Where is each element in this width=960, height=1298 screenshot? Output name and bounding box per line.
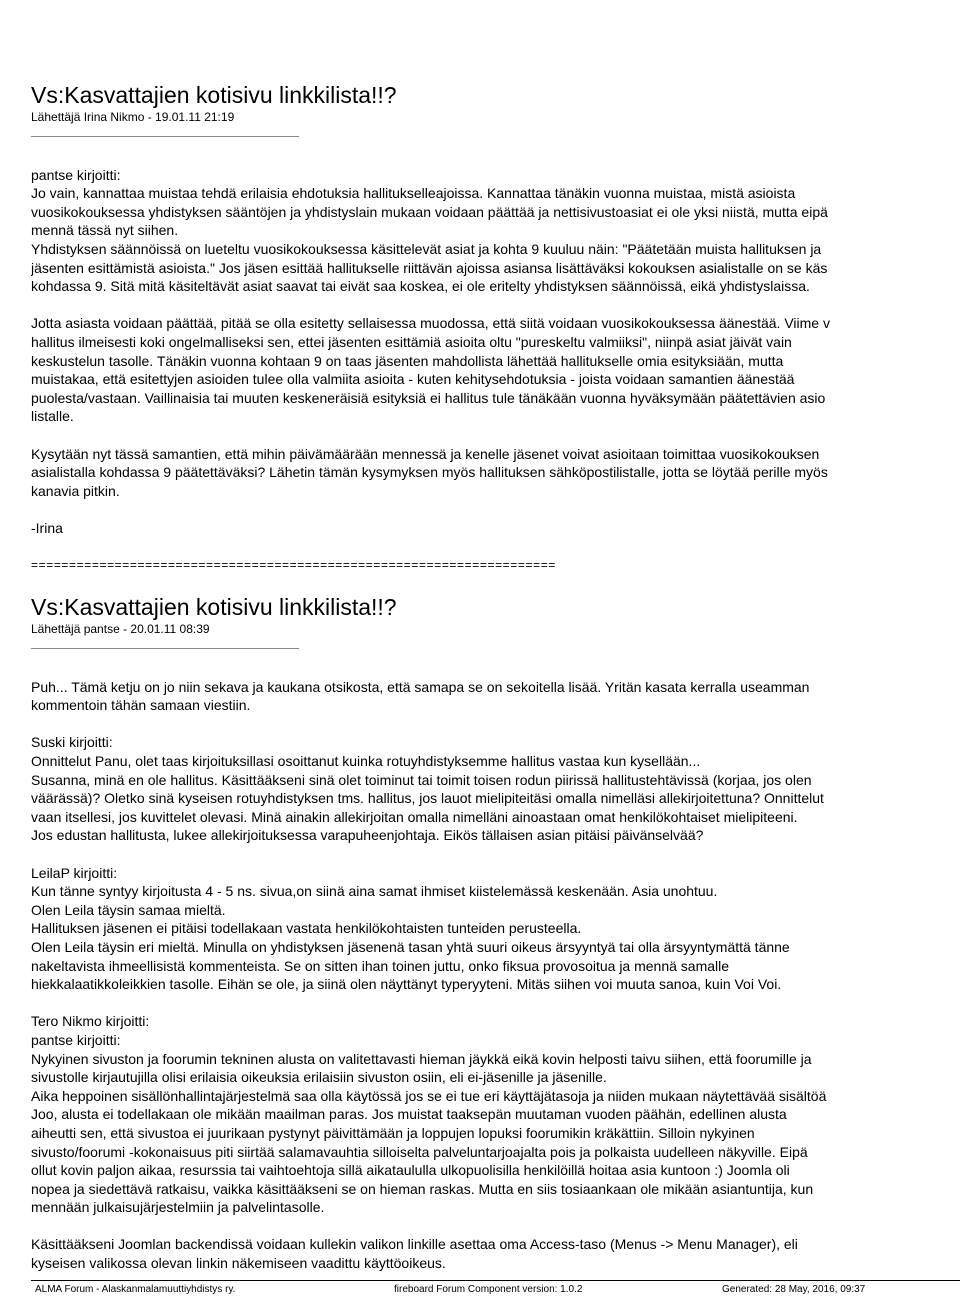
text-line: sivustolle kirjautujilla olisi erilaisia oikeuksia erilaisiin sivuston osiin, eli ei-jäsenille ja jäsenille. [31, 1069, 607, 1086]
text-line: kanavia pitkin. [31, 482, 120, 499]
post-body [31, 659, 960, 1273]
blank-line [31, 994, 960, 1013]
text-line: Olen Leila täysin eri mieltä. Minulla on yhdistyksen jäsenenä tasan yhtä suuri oikeus ärsyyntyä tai olla ärsyyntymättä tänne [31, 938, 790, 955]
text-line: Hallituksen jäsenen ei pitäisi todellakaan vastata henkilökohtaisten tunteiden perusteella. [31, 920, 582, 937]
post-2 [31, 594, 960, 1273]
post-title: Vs:Kasvattajien kotisivu linkkilista!!? [31, 594, 397, 621]
forum-print-page [31, 82, 960, 1273]
text-line: puolesta/vastaan. Vaillinaisia tai muuten keskeneräisiä esityksiä ei hallitus tule tänäkään vuonna hyväksymään päätettävien asio [31, 389, 826, 406]
footer-site-name: ALMA Forum - Alaskanmalamuuttiyhdistys ry. [35, 1284, 236, 1295]
text-line: Kun tänne syntyy kirjoitusta 4 - 5 ns. sivua,on siinä aina samat ihmiset kiistelemässä keskenään. Asia unohtuu. [31, 883, 718, 900]
text-line: sivusto/foorumi -kokonaisuus piti siirtää salamavauhtia silloiselta palveluntarjoajalta pois ja polkaista uudelleen näkyville. Eipä [31, 1143, 808, 1160]
blank-line [31, 659, 960, 678]
text-line: muistakaa, että esitettyjen asioiden tulee olla valmiita asioita - kuten kehitysehdotuksia - joista voidaan samantien äänestää [31, 371, 795, 388]
text-line: Puh... Tämä ketju on jo niin sekava ja kaukana otsikosta, että samapa se on sekoitella lisää. Yritän kasata kerralla useamman [31, 678, 810, 695]
text-line: kohdassa 9. Sitä mitä käsiteltävät asiat saavat tai eivät saa koskea, ei ole eritelty yhdistyksen säännöissä, eikä yhdistyslaissa. [31, 278, 810, 295]
text-line: nopea ja siedettävä ratkaisu, vaikka käsittääkseni se on hieman raskas. Mutta en siis tosiaankaan ole mikään asiantuntija, kun [31, 1180, 814, 1197]
text-line: listalle. [31, 408, 74, 425]
blank-line [31, 147, 960, 166]
blank-line [31, 845, 960, 864]
text-line: Joo, alusta ei todellakaan ole mikään maailman paras. Jos muistat taaksepän muutaman vuoden päähän, edellinen alusta [31, 1106, 787, 1123]
post-1 [31, 82, 960, 556]
text-line: aiheutti sen, että sivustoa ei juurikaan pystynyt päivittämään ja loppujen lopuksi foorumikin kräkättiin. Silloin nykyinen [31, 1124, 755, 1141]
text-line: Aika heppoinen sisällönhallintajärjestelmä saa olla käytössä jos se ei tue eri käyttäjätasoja ja niiden mukaan näytettävää sisältöä [31, 1087, 827, 1104]
post-byline: Lähettäjä pantse - 20.01.11 08:39 [31, 622, 210, 637]
post-separator: ===================================================================== [31, 558, 556, 573]
text-line: Jo vain, kannattaa muistaa tehdä erilaisia ehdotuksia hallitukselleajoissa. Kannattaa tänäkin vuonna muistaa, mistä asioista [31, 185, 796, 202]
text-line: kommentoin tähän samaan viestiin. [31, 697, 251, 714]
post-byline: Lähettäjä Irina Nikmo - 19.01.11 21:19 [31, 110, 235, 124]
text-line: väärässä)? Oletko sinä kyseisen rotuyhdistyksen tms. hallitus, jos lauot mielipiteitäsi omalla nimelläsi allekirjoitettuna? Onnittelut [31, 790, 824, 807]
footer-generated-date: Generated: 28 May, 2016, 09:37 [722, 1284, 866, 1295]
text-line: Tero Nikmo kirjoitti: [31, 1013, 150, 1030]
byline-divider [31, 136, 299, 137]
text-line: Susanna, minä en ole hallitus. Käsittääkseni sinä olet toiminut tai toimit toisen rodun piirissä hallitustehtävissä (korjaa, jos olen [31, 771, 812, 788]
text-line: keskustelun tasolle. Tänäkin vuonna kohtaan 9 on taas jäsenten mahdollista lähettää hallitukselle omia esityksiään, mutta [31, 352, 784, 369]
text-line: hallitus ilmeisesti koki ongelmalliseksi sen, ettei jäsenten esittämiä asioita oltu "pureskeltu valmiiksi", niinpä asiat jäivät vain [31, 333, 792, 350]
blank-line [31, 426, 960, 445]
text-line: jäsenten esittämistä asioista." Jos jäsen esittää hallitukselle riittävän ajoissa asiansa lisättäväksi kokouksen asialistalle on se käs [31, 259, 828, 276]
text-line: Jotta asiasta voidaan päättää, pitää se olla esitetty sellaisessa muodossa, että siitä voidaan vuosikokouksessa äänestää. Viime v [31, 315, 830, 332]
text-line: Nykyinen sivuston ja foorumin tekninen alusta on valitettavasti hieman jäykkä eikä kovin helposti taivu siihen, että foorumille ja [31, 1050, 812, 1067]
text-line: nakeltavista ihmeellisistä kommenteista. Se on sitten ihan toinen juttu, onko fiksua provosoitua ja mennä samalle [31, 957, 730, 974]
text-line: hiekkalaatikkoleikkien tasolle. Eihän se ole, ja siinä olen näyttänyt typeryyteni. Mitäs siihen voi muuta sanoa, kuin Voi Voi. [31, 976, 782, 993]
text-line: kyseisen valikossa olevan linkin näkemiseen vaadittu käyttöoikeus. [31, 1255, 446, 1272]
blank-line [31, 537, 960, 556]
text-line: asialistalla kohdassa 9 päätettäväksi? Lähetin tämän kysymyksen myös hallituksen sähköpostilistalle, jotta se löytää perille myös [31, 464, 828, 481]
text-line: vuosikokouksessa yhdistyksen sääntöjen ja yhdistyslain mukaan voidaan päättää ja nettisivustoasiat ei ole yksi niistä, mutta eipä [31, 203, 828, 220]
text-line: pantse kirjoitti: [31, 166, 121, 183]
text-line: mennä tässä nyt siihen. [31, 222, 179, 239]
blank-line [31, 296, 960, 315]
post-title: Vs:Kasvattajien kotisivu linkkilista!!? [31, 82, 397, 108]
text-line: LeilaP kirjoitti: [31, 864, 118, 881]
text-line: pantse kirjoitti: [31, 1031, 121, 1048]
blank-line [31, 500, 960, 519]
text-line: Suski kirjoitti: [31, 734, 113, 751]
blank-line [31, 1217, 960, 1236]
text-line: vaan itsellesi, jos kuvittelet olevasi. Minä ainakin allekirjoitan omalla nimelläni ainoastaan omat henkilökohtaiset mielipiteeni. [31, 808, 798, 825]
text-line: mennään julkaisujärjestelmiin ja palvelintasolle. [31, 1199, 325, 1216]
text-line: -Irina [31, 519, 63, 536]
blank-line [31, 715, 960, 734]
text-line: ollut kovin paljon aikaa, resurssia tai vaihtoehtoja sillä aikataululla ulkopuolisilla henkilöillä hoitaa asia kuntoon :) Joomla oli [31, 1162, 790, 1179]
footer-component-version: fireboard Forum Component version: 1.0.2 [394, 1284, 583, 1295]
text-line: Yhdistyksen säännöissä on lueteltu vuosikokouksessa käsittelevät asiat ja kohta 9 kuuluu näin: "Päätetään muista hallituksen ja [31, 240, 822, 257]
text-line: Jos edustan hallitusta, lukee allekirjoituksessa varapuheenjohtaja. Eikös tällaisen asian pitäisi päivänselvää? [31, 827, 704, 844]
post-body [31, 147, 960, 556]
page-footer [31, 1280, 960, 1298]
text-line: Onnittelut Panu, olet taas kirjoituksillasi osoittanut kuinka rotuyhdistyksemme hallitus vastaa kun kysellään... [31, 753, 701, 770]
text-line: Kysytään nyt tässä samantien, että mihin päivämäärään mennessä ja kenelle jäsenet voivat asioitaan toimittaa vuosikokouksen [31, 445, 820, 462]
text-line: Olen Leila täysin samaa mieltä. [31, 901, 226, 918]
text-line: Käsittääkseni Joomlan backendissä voidaan kullekin valikon linkille asettaa oma Access-taso (Menus -> Menu Manager), eli [31, 1236, 798, 1253]
byline-divider [31, 648, 299, 649]
